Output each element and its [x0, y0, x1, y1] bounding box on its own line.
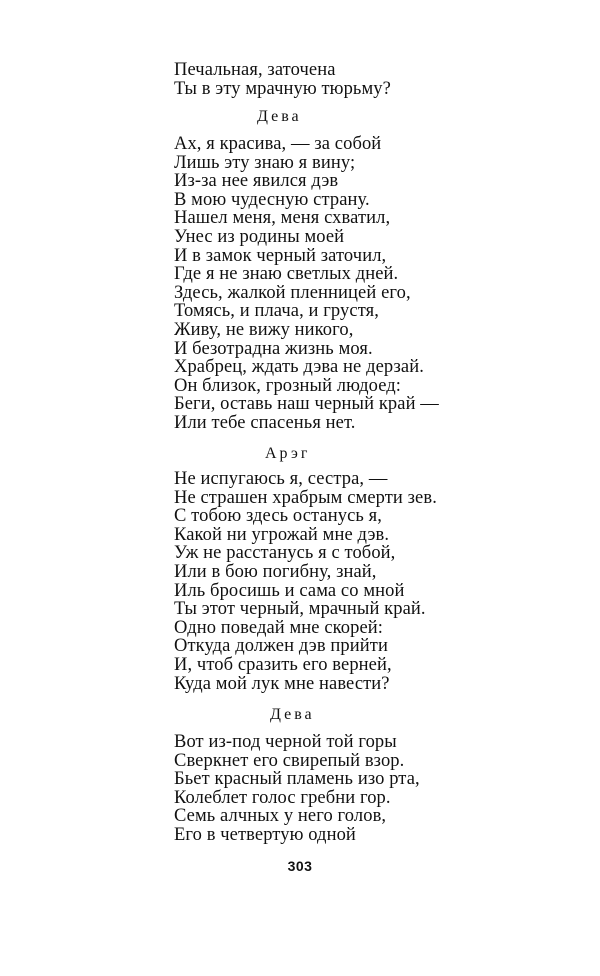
verse-line: И безотрадна жизнь моя.: [174, 338, 373, 359]
verse-line: Одно поведай мне скорей:: [174, 617, 384, 638]
verse-line: Печальная, заточена: [174, 60, 336, 80]
verse-line: Его в четвертую одной: [174, 824, 356, 845]
verse-line: Где я не знаю светлых дней.: [174, 264, 399, 285]
verse-line: Ах, я красива, — за собой: [174, 134, 382, 154]
verse-line: Живу, не вижу никого,: [174, 319, 354, 340]
verse-line: Он близок, грозный людоед:: [174, 375, 402, 396]
verse-line: Вот из-под черной той горы: [174, 732, 397, 752]
verse-line: Беги, оставь наш черный край —: [174, 394, 439, 415]
verse-line: Семь алчных у него голов,: [174, 806, 387, 827]
verse-line: Бьет красный пламень изо рта,: [174, 769, 420, 790]
verse-line: В мою чудесную страну.: [174, 189, 370, 210]
verse-line: Из-за нее явился дэв: [174, 171, 339, 192]
stanza-deva-1: [174, 135, 504, 433]
stanza-areg: [174, 470, 504, 693]
speaker-name: Дева: [270, 706, 315, 723]
verse-line: Уж не расстанусь я с тобой,: [174, 543, 396, 564]
stanza-deva-2: [174, 733, 504, 845]
verse-line: Какой ни угрожай мне дэв.: [174, 524, 390, 545]
verse-line: Нашел меня, меня схватил,: [174, 208, 391, 229]
verse-line: Откуда должен дэв прийти: [174, 636, 388, 657]
stanza-continuation: [174, 61, 504, 98]
verse-line: Или в бою погибну, знай,: [174, 561, 377, 582]
page-number: 303: [287, 858, 313, 874]
verse-line: Ты этот черный, мрачный край.: [174, 599, 426, 620]
verse-line: С тобою здесь останусь я,: [174, 506, 382, 527]
verse-line: Не страшен храбрым смерти зев.: [174, 487, 437, 508]
verse-line: И в замок черный заточил,: [174, 245, 387, 266]
verse-line: Колеблет голос гребни гор.: [174, 787, 391, 808]
verse-line: Или тебе спасенья нет.: [174, 412, 356, 433]
verse-line: Ты в эту мрачную тюрьму?: [174, 78, 391, 99]
verse-line: Томясь, и плача, и грустя,: [174, 301, 379, 322]
verse-line: Унес из родины моей: [174, 226, 345, 247]
speaker-name: Арэг: [265, 445, 311, 462]
verse-line: Здесь, жалкой пленницей его,: [174, 282, 411, 303]
verse-line: Храбрец, ждать дэва не дерзай.: [174, 357, 424, 378]
verse-line: Иль бросишь и сама со мной: [174, 580, 405, 601]
verse-line: Сверкнет его свирепый взор.: [174, 750, 405, 771]
verse-line: Лишь эту знаю я вину;: [174, 152, 356, 173]
verse-line: Не испугаюсь я, сестра, —: [174, 469, 388, 489]
verse-line: Куда мой лук мне навести?: [174, 673, 390, 694]
verse-line: И, чтоб сразить его верней,: [174, 654, 392, 675]
speaker-name: Дева: [257, 108, 302, 125]
